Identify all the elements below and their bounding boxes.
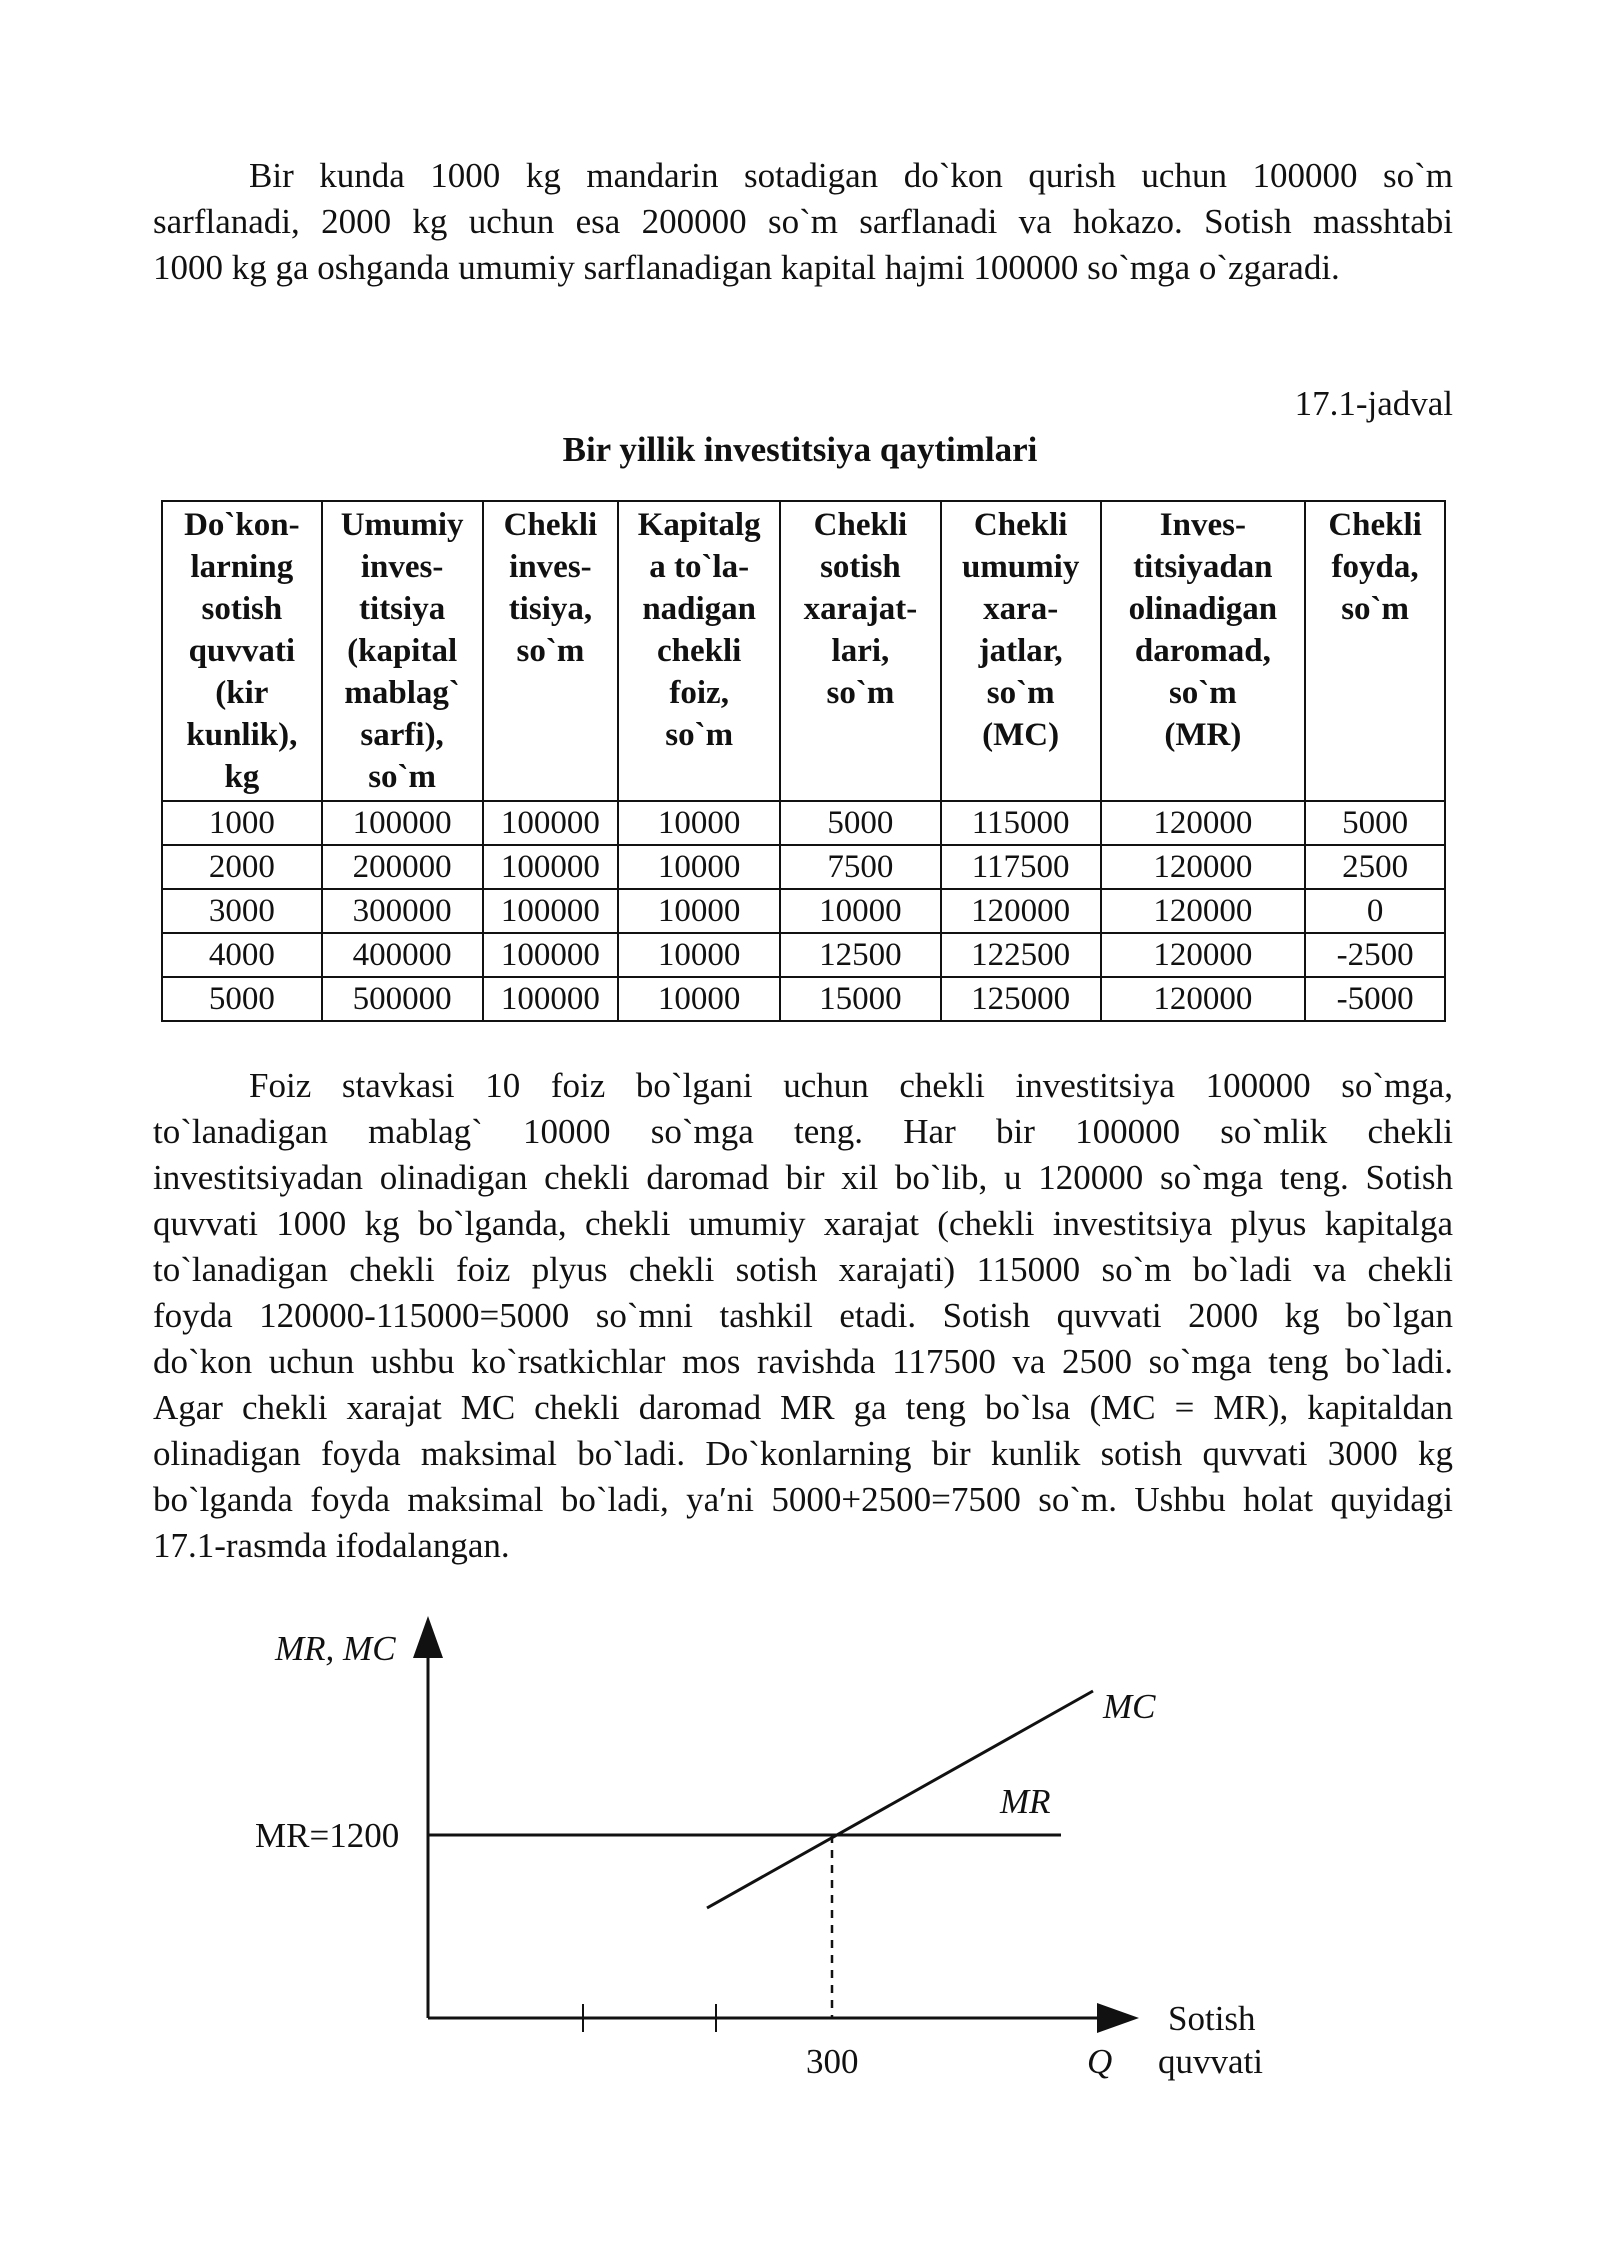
table-row bbox=[162, 845, 1445, 889]
table-header-cell bbox=[618, 501, 780, 801]
header-line: lari, bbox=[831, 633, 890, 669]
header-line: jatlar, bbox=[978, 633, 1063, 669]
text-line: 1000 kg ga oshganda umumiy sarflanadigan kapital hajmi 100000 so`mga o`zgaradi. bbox=[153, 248, 1340, 287]
table-cell: 115000 bbox=[941, 801, 1101, 845]
table-cell: 120000 bbox=[1101, 801, 1306, 845]
table-cell: 10000 bbox=[618, 889, 780, 933]
header-line: Inves- bbox=[1159, 507, 1246, 543]
table-cell: -5000 bbox=[1305, 977, 1445, 1021]
table-title: Bir yillik investitsiya qaytimlari bbox=[562, 430, 1038, 469]
mr-level-label: MR=1200 bbox=[255, 1816, 400, 1855]
table-cell: 10000 bbox=[618, 845, 780, 889]
table-header-cell bbox=[162, 501, 322, 801]
table-cell: 122500 bbox=[941, 933, 1101, 977]
table-cell: 100000 bbox=[483, 845, 619, 889]
text-line: Agar chekli xarajat MC chekli daromad MR ga teng bo`lsa (MC = MR), kapitaldan bbox=[153, 1388, 1453, 1427]
header-line: so`m bbox=[665, 717, 734, 753]
text-line: do`kon uchun ushbu ko`rsatkichlar mos ravishda 117500 va 2500 so`mga teng bo`ladi. bbox=[153, 1342, 1453, 1381]
header-line: Chekli bbox=[813, 507, 908, 543]
header-line: larning bbox=[190, 549, 294, 585]
table-row bbox=[162, 977, 1445, 1021]
header-line: xara- bbox=[983, 591, 1059, 627]
header-line: sarfi), bbox=[360, 717, 444, 753]
table-cell: 10000 bbox=[618, 933, 780, 977]
q-axis-label: Q bbox=[1087, 2042, 1113, 2081]
text-line: 17.1-rasmda ifodalangan. bbox=[153, 1526, 510, 1565]
investment-returns-table bbox=[161, 500, 1446, 1022]
header-line: Do`kon- bbox=[184, 507, 300, 543]
table-cell: 125000 bbox=[941, 977, 1101, 1021]
table-cell: 120000 bbox=[941, 889, 1101, 933]
text-line: bo`lganda foyda maksimal bo`ladi, ya′ni 5000+2500=7500 so`m. Ushbu holat quyidagi bbox=[153, 1480, 1453, 1519]
table-cell: 12500 bbox=[780, 933, 941, 977]
header-line: quvvati bbox=[188, 633, 296, 669]
header-line: inves- bbox=[509, 549, 592, 585]
mr-mc-figure bbox=[0, 1600, 1600, 2120]
header-line: inves- bbox=[360, 549, 444, 585]
text-line: investitsiyadan olinadigan chekli daromad bir xil bo`lib, u 120000 so`mga teng. Sotish bbox=[153, 1158, 1453, 1197]
header-line: foiz, bbox=[669, 675, 729, 711]
header-line: sotish bbox=[201, 591, 283, 627]
mc-curve-label: MC bbox=[1103, 1687, 1156, 1726]
header-line: tisiya, bbox=[508, 591, 593, 627]
header-line: Umumiy bbox=[340, 507, 464, 543]
header-line: umumiy bbox=[961, 549, 1080, 585]
table-header-cell bbox=[322, 501, 483, 801]
table-number-label: 17.1-jadval bbox=[1294, 384, 1453, 423]
table-row bbox=[162, 889, 1445, 933]
table-cell: 100000 bbox=[483, 933, 619, 977]
table-cell: 2000 bbox=[162, 845, 322, 889]
header-line: titsiya bbox=[359, 591, 446, 627]
header-line: Chekli bbox=[1328, 507, 1422, 543]
header-line: so`m bbox=[368, 759, 437, 795]
table-cell: 100000 bbox=[483, 801, 619, 845]
table-cell: 100000 bbox=[322, 801, 483, 845]
table-header-row bbox=[162, 501, 1445, 801]
table-cell: 300000 bbox=[322, 889, 483, 933]
header-line: so`m bbox=[1341, 591, 1410, 627]
table-header-cell bbox=[1305, 501, 1445, 801]
header-line: daromad, bbox=[1134, 633, 1271, 669]
header-line: (kir bbox=[215, 675, 269, 711]
header-line: chekli bbox=[657, 633, 742, 669]
text-line: to`lanadigan mablag` 10000 so`mga teng. Har bir 100000 so`mlik chekli bbox=[153, 1112, 1453, 1151]
text-line: quvvati 1000 kg bo`lganda, chekli umumiy xarajat (chekli investitsiya plyus kapitalga bbox=[153, 1204, 1453, 1243]
x-tick-label: 300 bbox=[806, 2042, 859, 2081]
header-line: kg bbox=[224, 759, 260, 795]
header-line: nadigan bbox=[642, 591, 757, 627]
table-cell: 5000 bbox=[1305, 801, 1445, 845]
table-cell: 1000 bbox=[162, 801, 322, 845]
x-axis-label: quvvati bbox=[1158, 2042, 1263, 2081]
table-cell: 120000 bbox=[1101, 845, 1306, 889]
y-axis-label: MR, MC bbox=[275, 1629, 396, 1668]
table-cell: 5000 bbox=[162, 977, 322, 1021]
header-line: so`m bbox=[516, 633, 585, 669]
mr-curve-label: MR bbox=[1000, 1782, 1051, 1821]
header-line: mablag` bbox=[344, 675, 460, 711]
table-header-cell bbox=[483, 501, 619, 801]
table-cell: 5000 bbox=[780, 801, 941, 845]
table-cell: 3000 bbox=[162, 889, 322, 933]
header-line: kunlik), bbox=[186, 717, 298, 753]
text-line: olinadigan foyda maksimal bo`ladi. Do`konlarning bir kunlik sotish quvvati 3000 kg bbox=[153, 1434, 1453, 1473]
header-line: so`m bbox=[1168, 675, 1237, 711]
table-cell: 100000 bbox=[483, 889, 619, 933]
table-cell: 117500 bbox=[941, 845, 1101, 889]
header-line: titsiyadan bbox=[1133, 549, 1273, 585]
table-cell: 15000 bbox=[780, 977, 941, 1021]
table-cell: 2500 bbox=[1305, 845, 1445, 889]
text-line: to`lanadigan chekli foiz plyus chekli sotish xarajati) 115000 so`m bo`ladi va chekli bbox=[153, 1250, 1453, 1289]
header-line: (MR) bbox=[1164, 717, 1242, 753]
table-cell: 4000 bbox=[162, 933, 322, 977]
x-axis-label: Sotish bbox=[1168, 1999, 1256, 2038]
table-cell: 10000 bbox=[618, 801, 780, 845]
table-cell: 0 bbox=[1305, 889, 1445, 933]
text-line: foyda 120000-115000=5000 so`mni tashkil etadi. Sotish quvvati 2000 kg bo`lgan bbox=[153, 1296, 1453, 1335]
table-row bbox=[162, 933, 1445, 977]
header-line: foyda, bbox=[1331, 549, 1419, 585]
text-line: sarflanadi, 2000 kg uchun esa 200000 so`m sarflanadi va hokazo. Sotish masshtabi bbox=[153, 202, 1453, 241]
text-line: Bir kunda 1000 kg mandarin sotadigan do`kon qurish uchun 100000 so`m bbox=[249, 156, 1453, 195]
table-row bbox=[162, 801, 1445, 845]
header-line: a to`la- bbox=[649, 549, 750, 585]
header-line: (kapital bbox=[347, 633, 458, 669]
table-cell: 10000 bbox=[618, 977, 780, 1021]
table-cell: 100000 bbox=[483, 977, 619, 1021]
header-line: Kapitalg bbox=[637, 507, 761, 543]
header-line: Chekli bbox=[973, 507, 1068, 543]
table-header-cell bbox=[780, 501, 941, 801]
text-line: Foiz stavkasi 10 foiz bo`lgani uchun chekli investitsiya 100000 so`mga, bbox=[249, 1066, 1453, 1105]
table-header-cell bbox=[941, 501, 1101, 801]
header-line: Chekli bbox=[503, 507, 598, 543]
table-cell: 200000 bbox=[322, 845, 483, 889]
table-cell: 10000 bbox=[780, 889, 941, 933]
table-cell: 400000 bbox=[322, 933, 483, 977]
header-line: (MC) bbox=[982, 717, 1060, 753]
header-line: olinadigan bbox=[1128, 591, 1278, 627]
table-cell: 7500 bbox=[780, 845, 941, 889]
table-cell: 120000 bbox=[1101, 977, 1306, 1021]
table-cell: 500000 bbox=[322, 977, 483, 1021]
table-cell: 120000 bbox=[1101, 889, 1306, 933]
table-cell: 120000 bbox=[1101, 933, 1306, 977]
table-cell: -2500 bbox=[1305, 933, 1445, 977]
table-header-cell bbox=[1101, 501, 1306, 801]
header-line: sotish bbox=[820, 549, 901, 585]
intro-paragraph bbox=[153, 153, 1453, 291]
header-line: xarajat- bbox=[803, 591, 918, 627]
header-line: so`m bbox=[826, 675, 895, 711]
header-line: so`m bbox=[986, 675, 1055, 711]
explanation-paragraph bbox=[153, 1063, 1453, 1569]
